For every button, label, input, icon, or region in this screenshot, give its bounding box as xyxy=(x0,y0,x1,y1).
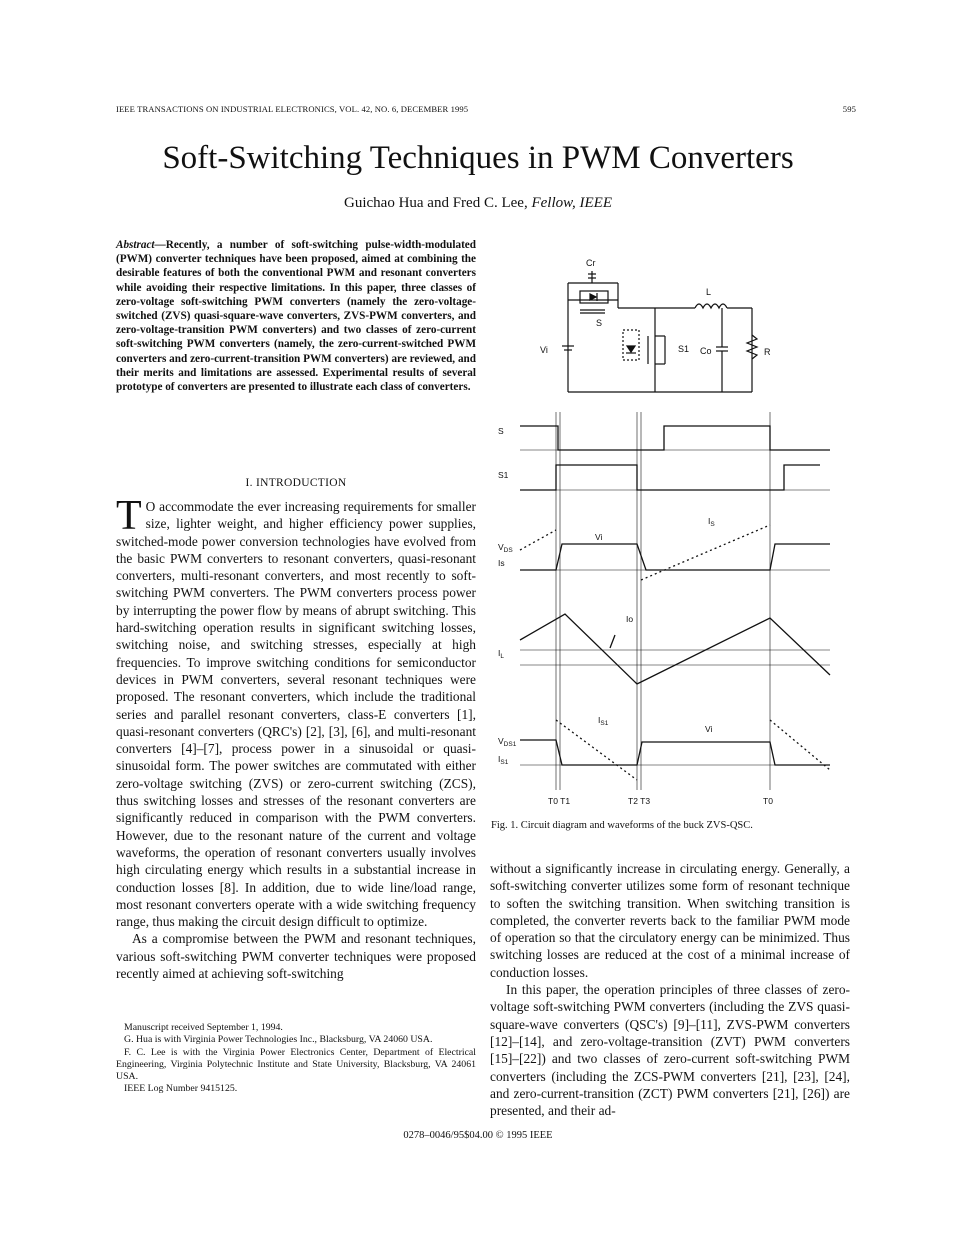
copyright-line: 0278–0046/95$04.00 © 1995 IEEE xyxy=(403,1130,553,1141)
wave-label-is1: $I_{S1}$ xyxy=(498,754,509,766)
wave-label-vds: $V_{DS}$ xyxy=(498,542,513,554)
time-label-t0: T0 xyxy=(763,796,773,806)
wave-annot-is: $I_S$ xyxy=(708,516,715,528)
right-paragraph-1: without a significantly increase in circulating energy. Generally, a soft-switching converter utilizes some form of resonant technique to soften the switching transition. When switching transition is completed, the converter reverts back to the familiar PWM mode of operation so that the circulatory energy can be minimized. Thus switching losses are reduced at the cost of a minimal increase of conduction losses. xyxy=(490,861,850,980)
introduction-body xyxy=(116,493,476,982)
drop-cap: T xyxy=(116,493,142,539)
waveform-labels xyxy=(498,426,773,806)
label-co: Co xyxy=(700,346,712,356)
wave-label-s: S xyxy=(498,426,504,436)
journal-info: IEEE TRANSACTIONS ON INDUSTRIAL ELECTRONICS, VOL. 42, NO. 6, DECEMBER 1995 xyxy=(116,104,469,114)
intro-paragraph-2: As a compromise between the PWM and resonant techniques, various soft-switching PWM converter techniques were proposed recently aimed at achieving soft-switching xyxy=(116,931,476,982)
abstract-text: —Recently, a number of soft-switching pulse-width-modulated (PWM) converter techniques have been proposed, aimed at combining the desirable features of both the conventional PWM and resonant converters while avoiding their respective limitations. In this paper, three classes of zero-voltage soft-switching PWM converters (namely the zero-voltage-switched (ZVS) quasi-square-wave converters, ZVS-PWM converters, and zero-voltage-transition PWM converters) and two classes of zero-current soft-switching PWM converters (namely, the zero-current-switched PWM converters and zero-current-transition PWM converters) are reviewed, and their merits and limitations are assessed. Experimental results of several prototype of converters are presented to illustrate each class of converters. xyxy=(116,239,476,394)
abstract xyxy=(116,238,476,394)
figure-caption: Fig. 1. Circuit diagram and waveforms of the buck ZVS-QSC. xyxy=(491,820,753,831)
footnote-log: IEEE Log Number 9415125. xyxy=(124,1083,238,1095)
paper-title: Soft-Switching Techniques in PWM Converters xyxy=(162,140,794,176)
wave-label-vi-bottom: Vi xyxy=(705,724,713,734)
page-number: 595 xyxy=(842,104,856,114)
author-names: Guichao Hua and Fred C. Lee, xyxy=(344,195,528,211)
author-affiliation: Fellow, IEEE xyxy=(531,195,612,211)
label-r: R xyxy=(764,347,771,357)
footnote-received: Manuscript received September 1, 1994. xyxy=(124,1022,283,1033)
time-label-t2t3: T2 T3 xyxy=(628,796,651,806)
footnotes xyxy=(116,1022,476,1096)
wave-label-vi-top: Vi xyxy=(595,532,603,542)
section-heading-introduction: I. INTRODUCTION xyxy=(245,477,347,489)
figure-1 xyxy=(490,250,860,810)
footnote-lee: F. C. Lee is with the Virginia Power Electronics Center, Department of Electrical Engineering, Virginia Polytechnic Institute and State University, Blacksburg, VA 24061 USA. xyxy=(116,1046,476,1083)
right-column-body xyxy=(490,860,850,1119)
wave-label-vds1: $V_{DS1}$ xyxy=(498,736,517,748)
circuit-diagram xyxy=(562,271,757,392)
wave-label-il: $I_L$ xyxy=(498,648,504,660)
label-cr: Cr xyxy=(586,258,596,268)
waveforms xyxy=(520,412,830,790)
wave-label-is: Is xyxy=(498,558,505,568)
wave-annot-is1: $I_{S1}$ xyxy=(598,715,609,727)
footnote-hua: G. Hua is with Virginia Power Technologies Inc., Blacksburg, VA 24060 USA. xyxy=(124,1034,433,1046)
abstract-label: Abstract xyxy=(116,239,155,251)
right-paragraph-2: In this paper, the operation principles of three classes of zero-voltage soft-switching PWM converters (including the ZVS quasi-square-wave converters (QSC's) [9]–[11], ZVS-PWM converters [12]–[14], and zero-voltage-transition (ZVT) PWM converters [15]–[22]) and two classes of zero-current soft-switching PWM converters (including the ZCS-PWM converters [21], [23], [24], and zero-current-transition (ZCT) PWM converters [21], [26]) are presented, and their ad- xyxy=(490,982,850,1119)
running-head xyxy=(116,104,856,114)
label-s1: S1 xyxy=(678,344,690,354)
intro-paragraph-1-text: O accommodate the ever increasing requirements for smaller size, lighter weight, and higher efficiency power supplies, switched-mode power conversion technologies have evolved from the basic PWM converters to resonant converters, quasi-resonant converters, multi-resonant converters, and most recently to soft-switching PWM converters. The PWM converters process power by interrupting the power flow by means of abrupt switching. This hard-switching operation results in significant switching losses, switching noise, and switching stresses, especially at high frequencies. To improve switching conditions for semiconductor devices in PWM converters, several resonant techniques were proposed. The resonant converters, which include the traditional series and parallel resonant converters, class-E converters [1], quasi-resonant converters (QRC's) [2], [3], [6], and multi-resonant converters [4]–[7], process power in a sinusoidal or quasi-sinusoidal form. The power switches are commutated with either zero-voltage switching (ZVS) or zero-current switching (ZCS), thus switching losses and stresses of the resonant converters are significantly reduced in comparison with the PWM converters. However, due to the resonant nature of the current and voltage waveforms, the operation of resonant converters usually involves high circulating energy which results in a substantial increase in conduction losses [8]. In addition, due to wide line/load range, most resonant converters operate with a wide switching frequency range, thus making the circuit design difficult to optimize. xyxy=(116,499,476,930)
label-l: L xyxy=(706,287,712,297)
label-vi: Vi xyxy=(540,345,548,355)
intro-paragraph-1 xyxy=(116,493,476,930)
author-line xyxy=(0,195,956,212)
wave-label-io: Io xyxy=(626,614,634,624)
wave-label-s1: S1 xyxy=(498,470,509,480)
label-s: S xyxy=(596,318,603,328)
time-label-t0t1: T0 T1 xyxy=(548,796,571,806)
